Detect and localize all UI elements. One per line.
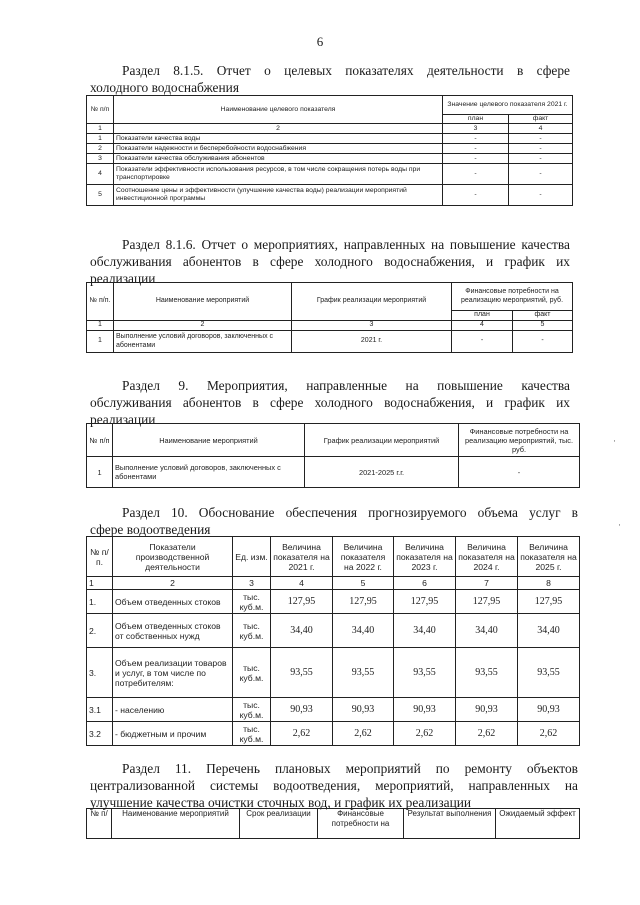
header-indicator-name: Показатели производственной деятельности [113, 537, 233, 577]
row-value: 2,62 [518, 722, 580, 746]
index-cell: 7 [456, 577, 518, 590]
row-fact: - [509, 185, 573, 206]
row-name: - бюджетным и прочим [113, 722, 233, 746]
row-name: Объем реализации товаров и услуг, в том числе по потребителям: [113, 648, 233, 698]
header-measure-name: Наименование мероприятий [114, 283, 292, 321]
row-unit: тыс. куб.м. [233, 614, 271, 648]
header-measure-name: Наименование мероприятий [113, 424, 305, 457]
section-8-1-6-heading: Раздел 8.1.6. Отчет о мероприятиях, направленных на повышение качества обслуживания абонентов в сфере холодного водоснабжения, и график их реализации [90, 237, 570, 286]
row-value: 127,95 [518, 590, 580, 614]
index-cell: 4 [271, 577, 333, 590]
row-value: 2,62 [394, 722, 456, 746]
row-unit: тыс. куб.м. [233, 590, 271, 614]
row-value: 127,95 [333, 590, 394, 614]
row-value: 34,40 [333, 614, 394, 648]
planned-measures-table [86, 423, 580, 488]
section-9-heading: Раздел 9. Мероприятия, направленные на повышение качества обслуживания абонентов в сфере холодного водоснабжения, и график их реализации [90, 378, 570, 427]
row-value: 127,95 [456, 590, 518, 614]
row-name: Выполнение условий договоров, заключенных с абонентами [113, 457, 305, 488]
table-row [87, 614, 580, 648]
table-row [87, 698, 580, 722]
row-num: 1 [87, 457, 113, 488]
header-num: № п/п. [87, 537, 113, 577]
row-num: 2 [87, 144, 114, 154]
row-fact: - [509, 134, 573, 144]
row-value: 93,55 [271, 648, 333, 698]
header-indicator-value: Значение целевого показателя 2021 г. [443, 96, 573, 115]
header-year-2021: Величина показателя на 2021 г. [271, 537, 333, 577]
row-num: 3.2 [87, 722, 113, 746]
row-value: 127,95 [394, 590, 456, 614]
row-fact: - [509, 154, 573, 164]
row-num: 3 [87, 154, 114, 164]
row-value: 90,93 [333, 698, 394, 722]
row-num: 3. [87, 648, 113, 698]
index-cell: 4 [509, 124, 573, 134]
row-plan: - [443, 154, 509, 164]
header-indicator-name: Наименование целевого показателя [114, 96, 443, 124]
index-cell: 2 [114, 321, 292, 331]
index-cell: 8 [518, 577, 580, 590]
header-plan: план [452, 311, 513, 321]
row-plan: - [443, 144, 509, 154]
index-cell: 5 [333, 577, 394, 590]
header-unit: Ед. изм. [233, 537, 271, 577]
header-effect: Ожидаемый эффект [496, 809, 580, 839]
row-value: 2,62 [456, 722, 518, 746]
row-value: 34,40 [394, 614, 456, 648]
row-name: Показатели надежности и бесперебойности водоснабжения [114, 144, 443, 154]
row-value: 93,55 [394, 648, 456, 698]
header-finance: Финансовые потребности на реализацию мероприятий, тыс. руб. [459, 424, 580, 457]
row-name: - населению [113, 698, 233, 722]
row-value: 2,62 [271, 722, 333, 746]
row-name: Объем отведенных стоков от собственных нужд [113, 614, 233, 648]
row-name: Соотношение цены и эффективности (улучшение качества воды) реализации мероприятий инвестиционной программы [114, 185, 443, 206]
row-value: 90,93 [271, 698, 333, 722]
index-cell: 1 [87, 577, 113, 590]
table-row [87, 457, 580, 488]
row-plan: - [443, 185, 509, 206]
header-measure-name: Наименование мероприятий [112, 809, 240, 839]
table-row [87, 590, 580, 614]
row-name: Выполнение условий договоров, заключенных с абонентами [114, 331, 292, 353]
row-fact: - [509, 164, 573, 185]
page-number: 6 [316, 34, 324, 49]
index-cell: 3 [292, 321, 452, 331]
table-row [87, 154, 573, 164]
header-fact: факт [509, 115, 573, 124]
section-10-heading: Раздел 10. Обоснование обеспечения прогнозируемого объема услуг в сфере водоотведения [90, 505, 578, 537]
row-num: 2. [87, 614, 113, 648]
row-unit: тыс. куб.м. [233, 722, 271, 746]
header-year-2024: Величина показателя на 2024 г. [456, 537, 518, 577]
header-num: № п/п. [87, 283, 114, 321]
index-cell: 4 [452, 321, 513, 331]
section-8-1-5-heading: Раздел 8.1.5. Отчет о целевых показателях деятельности в сфере холодного водоснабжения [90, 63, 570, 95]
row-value: 127,95 [271, 590, 333, 614]
row-fact: - [513, 331, 573, 353]
row-name: Показатели качества воды [114, 134, 443, 144]
header-year-2022: Величина показателя на 2022 г. [333, 537, 394, 577]
header-num: № п/ [87, 809, 112, 839]
row-value: 93,55 [518, 648, 580, 698]
index-cell: 1 [87, 124, 114, 134]
row-plan: - [452, 331, 513, 353]
row-schedule: 2021 г. [292, 331, 452, 353]
margin-mark: · [613, 436, 616, 446]
header-result: Результат выполнения [404, 809, 496, 839]
row-value: 2,62 [333, 722, 394, 746]
section-11-heading: Раздел 11. Перечень плановых мероприятий по ремонту объектов централизованной системы водоотведения, мероприятий, направленных на улучшение качества очистки сточных вод, и график их реализации [90, 761, 578, 810]
header-schedule: График реализации мероприятий [305, 424, 459, 457]
row-value: 90,93 [518, 698, 580, 722]
row-name: Показатели качества обслуживания абонентов [114, 154, 443, 164]
header-finance: Финансовые потребности на реализацию мероприятий, руб. [452, 283, 573, 311]
row-value: 90,93 [456, 698, 518, 722]
header-num: № п/п [87, 96, 114, 124]
row-schedule: 2021-2025 г.г. [305, 457, 459, 488]
index-cell: 1 [87, 321, 114, 331]
index-cell: 2 [113, 577, 233, 590]
header-num: № п/п [87, 424, 113, 457]
header-plan: план [443, 115, 509, 124]
table-row [87, 648, 580, 698]
table-row [87, 134, 573, 144]
header-finance: Финансовые потребности на [318, 809, 404, 839]
row-num: 1 [87, 331, 114, 353]
row-num: 1 [87, 134, 114, 144]
row-unit: тыс. куб.м. [233, 648, 271, 698]
index-cell: 3 [233, 577, 271, 590]
measures-report-table [86, 282, 573, 353]
row-value: 34,40 [456, 614, 518, 648]
repair-measures-table [86, 808, 580, 839]
row-value: 93,55 [456, 648, 518, 698]
header-year-2023: Величина показателя на 2023 г. [394, 537, 456, 577]
table-row [87, 185, 573, 206]
table-row [87, 164, 573, 185]
table-row [87, 144, 573, 154]
row-value: 34,40 [271, 614, 333, 648]
row-name: Объем отведенных стоков [113, 590, 233, 614]
header-year-2025: Величина показателя на 2025 г. [518, 537, 580, 577]
header-term: Срок реализации [240, 809, 318, 839]
index-cell: 3 [443, 124, 509, 134]
row-value: 34,40 [518, 614, 580, 648]
row-value: 93,55 [333, 648, 394, 698]
row-num: 5 [87, 185, 114, 206]
margin-mark: · [618, 520, 621, 530]
row-finance: - [459, 457, 580, 488]
row-fact: - [509, 144, 573, 154]
row-plan: - [443, 164, 509, 185]
row-plan: - [443, 134, 509, 144]
row-num: 4 [87, 164, 114, 185]
table-row [87, 722, 580, 746]
index-cell: 5 [513, 321, 573, 331]
row-unit: тыс. куб.м. [233, 698, 271, 722]
target-indicators-table [86, 95, 573, 206]
row-value: 90,93 [394, 698, 456, 722]
index-cell: 6 [394, 577, 456, 590]
header-fact: факт [513, 311, 573, 321]
row-name: Показатели эффективности использования ресурсов, в том числе сокращения потерь воды при транспортировке [114, 164, 443, 185]
table-row [87, 331, 573, 353]
index-cell: 2 [114, 124, 443, 134]
header-schedule: График реализации мероприятий [292, 283, 452, 321]
row-num: 1. [87, 590, 113, 614]
row-num: 3.1 [87, 698, 113, 722]
forecast-volume-table [86, 536, 580, 746]
